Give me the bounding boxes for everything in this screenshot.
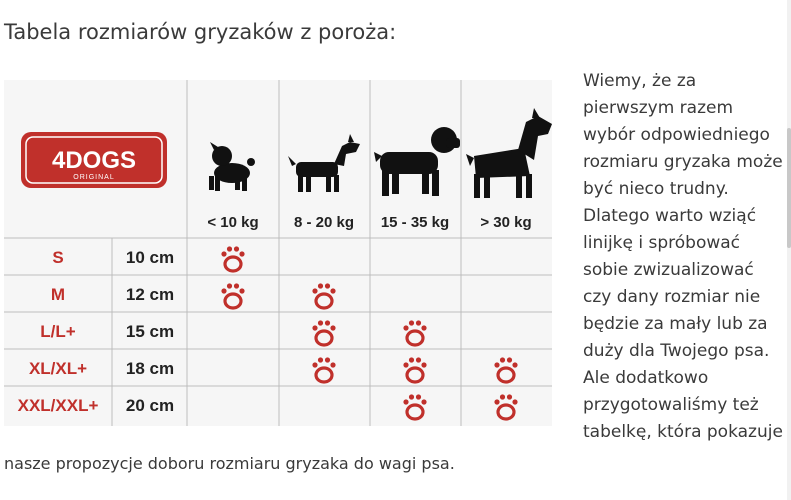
logo-tagline-text: ORIGINAL [73, 174, 115, 181]
boxer-icon [466, 108, 552, 198]
weight-header: < 10 kg [207, 214, 259, 231]
size-label: XL/XL+ [28, 359, 88, 378]
length-label: 18 cm [125, 359, 175, 378]
weight-header: 8 - 20 kg [293, 214, 355, 231]
paw-icon [403, 357, 426, 382]
paw-icon [312, 357, 335, 382]
pug-icon [209, 142, 255, 191]
paw-icon [221, 246, 244, 271]
paw-icon [494, 357, 517, 382]
side-paragraph: Wiemy, że za pierwszym razem wybór odpowiedniego rozmiaru gryzaka może być nieco trudny. Dlatego warto wziąć linijkę i spróbować sobie zwizualizować czy dany rozmiar nie będzie za mały lub za duży dla Twojego psa. Ale dodatkowo przygotowaliśmy też tabelkę, która pokazuje [583, 71, 783, 442]
rottweiler-icon [374, 127, 460, 196]
logo-brand-text: 4DOGS [51, 147, 137, 174]
page-heading: Tabela rozmiarów gryzaków z poroża: [4, 20, 397, 44]
length-label: 10 cm [125, 248, 175, 267]
size-label: M [50, 285, 66, 304]
length-label: 15 cm [125, 322, 175, 341]
brand-logo [21, 132, 167, 188]
scrollbar-thumb[interactable] [787, 128, 791, 248]
paw-icon [403, 394, 426, 419]
paw-icon [312, 283, 335, 308]
length-label: 20 cm [125, 396, 175, 415]
paw-icon [221, 283, 244, 308]
paw-icon [312, 320, 335, 345]
size-label: L/L+ [40, 322, 76, 341]
size-label: S [52, 248, 64, 267]
weight-header: 15 - 35 kg [380, 214, 450, 231]
paw-icon [403, 320, 426, 345]
length-label: 12 cm [125, 285, 175, 304]
terrier-icon [288, 134, 360, 192]
scrollbar-track[interactable] [787, 0, 791, 500]
size-table-image [4, 80, 552, 426]
weight-header: > 30 kg [480, 214, 532, 231]
paw-icon [494, 394, 517, 419]
size-label: XXL/XXL+ [17, 396, 99, 415]
bottom-paragraph: nasze propozycje doboru rozmiaru gryzaka do wagi psa. [4, 454, 455, 473]
